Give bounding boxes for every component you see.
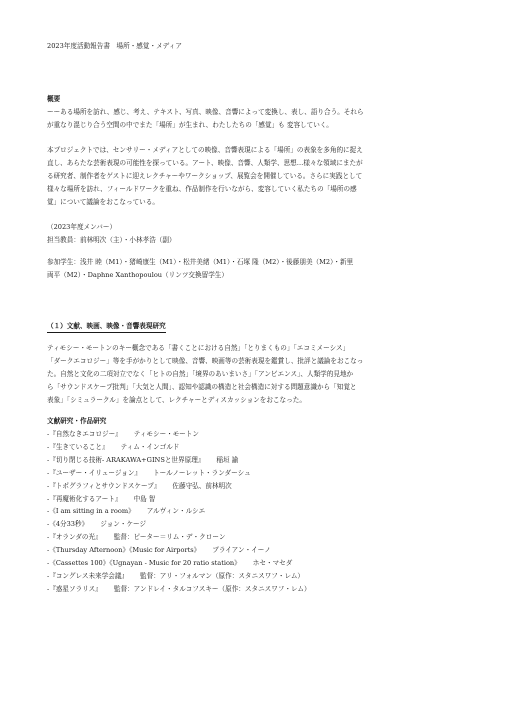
work-title: -『切り閉じる技術- ARAKAWA+GINSと世界原理』 xyxy=(47,455,205,464)
work-title: -『コングレス未来学会議』 xyxy=(47,571,129,580)
text-line: が重なり混じり合う空間の中でまた「場所」が生まれ、わたしたちの「感覚」も 変容していく。 xyxy=(47,121,333,129)
text-line: 直し、あらたな芸術表現の可能性を探っている。アート、映像、音響、人類学、思想…様々な領域にまたが xyxy=(47,159,363,167)
work-author: ジョン・ケージ xyxy=(100,520,147,529)
works-list xyxy=(47,428,465,596)
list-item xyxy=(47,467,465,480)
list-item xyxy=(47,493,465,506)
text-line: 本プロジェクトでは、センサリー・メディアとしての映像、音響表現による「場所」の表象を多角的に捉え xyxy=(47,146,363,154)
work-author: ティモシー・モートン xyxy=(133,430,199,438)
text-line: 表象」「シミュラークル」を論点として、レクチャーとディスカッションをおこなった。 xyxy=(47,396,306,404)
work-title: -『オランダの光』 xyxy=(47,533,102,542)
work-author: 中島 智 xyxy=(133,494,156,503)
work-author: ホセ・マセダ xyxy=(252,559,293,568)
project-description xyxy=(47,144,465,209)
work-author: 監督：アンドレイ・タルコフスキー（原作：スタニスワフ・レム） xyxy=(113,584,311,593)
list-item xyxy=(47,480,465,493)
abstract-heading: 概要 xyxy=(47,95,61,103)
abstract-text xyxy=(47,106,465,132)
work-title: -『惑星ソラリス』 xyxy=(47,584,102,593)
list-item xyxy=(47,531,465,544)
document-page xyxy=(47,40,465,596)
text-line: 両平（M2）・Daphne Xanthopoulou（リンツ交換留学生） xyxy=(47,271,228,279)
work-title: -《Cassettes 100》《Ugnayan - Music for 20 ratio station》 xyxy=(47,559,241,568)
work-title: -『トポグラフィとサウンドスケープ』 xyxy=(47,481,161,490)
section-body xyxy=(47,342,465,407)
list-item xyxy=(47,428,465,441)
work-title: -《4分33秒》 xyxy=(47,520,89,529)
participants xyxy=(47,256,465,282)
list-item xyxy=(47,557,465,570)
work-author: トールノーレット・ランダーシュ xyxy=(153,468,251,477)
text-line: ティモシー・モートンのキー概念である「書くことにおける自然」「とりまくもの」「エコミメーシス」 xyxy=(47,344,350,352)
text-line: ら「サウンドスケープ批判」「大気と人間」、認知や認識の構造と社会構造に対する問題意識から「知覚と xyxy=(47,383,357,391)
text-line: 参加学生：浅井 睦（M1）・猪崎康生（M1）・松井美緒（M1）・石塚 隆（M2）・後藤朋美（M2）・新里 xyxy=(47,258,354,266)
list-item xyxy=(47,505,465,518)
work-author: ティム・インゴルド xyxy=(120,442,180,451)
faculty-line: 担当教員：前林明次（主）・小林孝浩（副） xyxy=(47,236,176,244)
text-line: 「ダークエコロジー」等を手がかりとして映像、音響、映画等の芸術表現を鑑賞し、批評と議論をおこなっ xyxy=(47,357,364,365)
section-heading: （１）文献、映画、映像・音響表現研究 xyxy=(47,321,166,333)
list-item xyxy=(47,570,465,583)
text-line: 覚」について議論をおこなっている。 xyxy=(47,198,159,206)
works-heading: 文献研究・作品研究 xyxy=(47,417,107,425)
work-title: -『ユーザー・イリュージョン』 xyxy=(47,468,142,477)
list-item xyxy=(47,544,465,557)
document-title: 2023年度活動報告書 場所・感覚・メディア xyxy=(47,42,182,50)
members-heading: （2023年度メンバー） xyxy=(47,223,117,231)
text-line: 様々な場所を訪れ、フィールドワークを重ね、作品制作を行いながら、変容していく私たちの「場所の感 xyxy=(47,185,357,193)
list-item xyxy=(47,518,465,531)
list-item xyxy=(47,454,465,467)
list-item xyxy=(47,583,465,596)
text-line: る研究者、制作者をゲストに迎えレクチャーやワークショップ、展覧会を開催している。さらに実践として xyxy=(47,172,363,180)
work-title: -《Thursday Afternoon》《Music for Airports》 xyxy=(47,546,201,555)
work-title: -『自然なきエコロジー』 xyxy=(47,430,122,438)
work-author: 監督：ピーター＝リム・デ・クローン xyxy=(113,533,226,542)
work-title: -『生きていること』 xyxy=(47,442,109,451)
work-author: ブライアン・イーノ xyxy=(212,546,271,555)
work-author: アルヴィン・ルシエ xyxy=(146,507,206,516)
work-author: 稲垣 諭 xyxy=(216,455,239,464)
work-title: -《I am sitting in a room》 xyxy=(47,507,135,516)
work-author: 監督：アリ・フォルマン（原作：スタニスワフ・レム） xyxy=(140,571,305,580)
work-author: 佐藤守弘、前林明次 xyxy=(172,481,232,490)
list-item xyxy=(47,441,465,454)
work-title: -『再魔術化するアート』 xyxy=(47,494,122,503)
text-line: た。自然と文化の二項対立でなく「ヒトの自然」「境界のあいまいさ」「アンビエンス」、人類学的見地か xyxy=(47,370,354,378)
text-line: ーーある場所を訪れ、感じ、考え、テキスト、写真、映像、音響によって変換し、表し、語り合う。それら xyxy=(47,108,364,116)
